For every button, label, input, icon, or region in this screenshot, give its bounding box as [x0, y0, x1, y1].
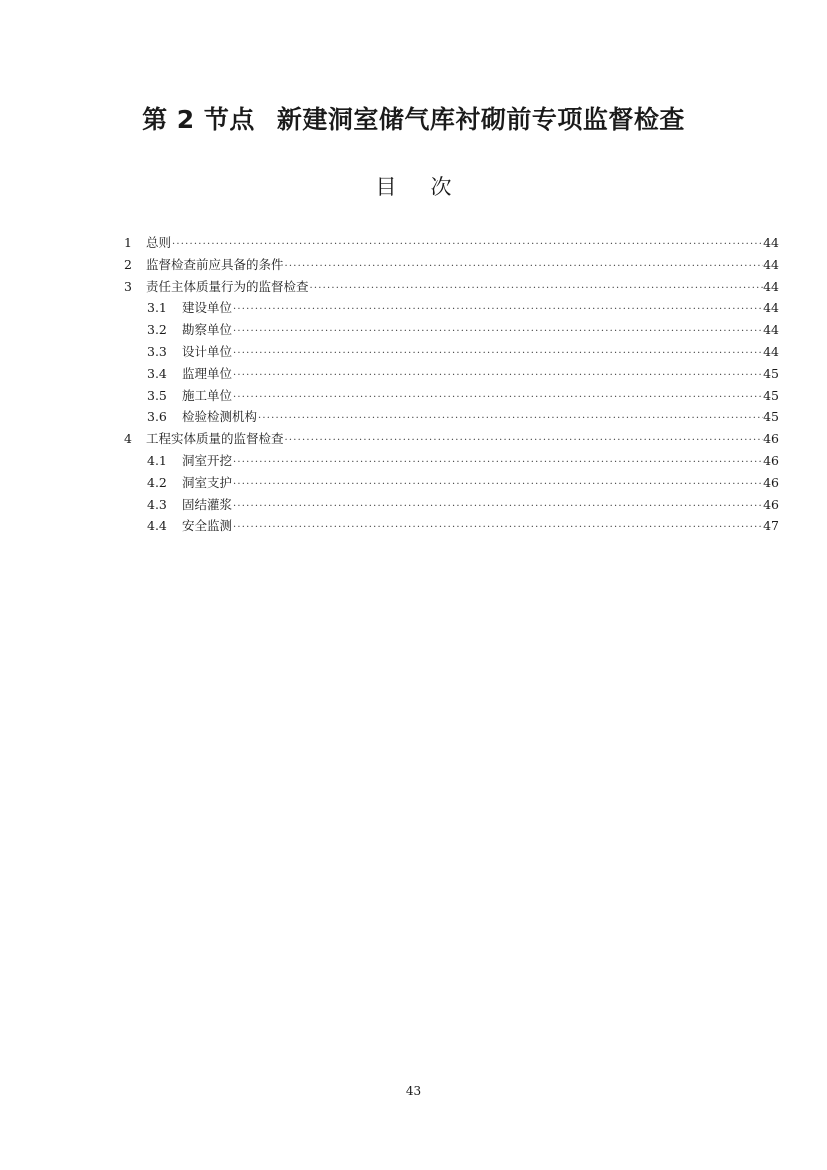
toc-entry-3-6[interactable]	[124, 406, 779, 428]
toc-entry-3-2[interactable]	[124, 319, 779, 341]
toc-entry-4-4[interactable]	[124, 515, 779, 537]
toc-entry-number: 2	[124, 256, 132, 272]
toc-dot-leader	[232, 387, 763, 409]
toc-entry-3-5[interactable]	[124, 385, 779, 407]
toc-entry-number: 3.6	[147, 409, 167, 425]
toc-entry-number: 4	[124, 431, 132, 447]
toc-entry-4-3[interactable]	[124, 494, 779, 516]
toc-entry-page: 44	[763, 278, 779, 294]
title-main: 新建洞室储气库衬砌前专项监督检查	[276, 105, 685, 134]
toc-entry-label: 勘察单位	[182, 322, 233, 338]
toc-dot-leader	[232, 343, 763, 365]
page-number: 43	[405, 1084, 422, 1098]
toc-entry-number: 3.3	[147, 343, 167, 359]
toc-dot-leader	[232, 496, 763, 518]
title-prefix: 第 2 节点	[142, 105, 255, 134]
toc-entry-number: 1	[124, 235, 132, 250]
toc-entry-3[interactable]	[124, 276, 779, 298]
toc-entry-page: 46	[763, 496, 779, 512]
page-title	[0, 102, 827, 138]
toc-entry-number: 3.5	[147, 387, 167, 403]
toc-entry-number: 3.2	[147, 322, 167, 338]
toc-dot-leader	[232, 452, 763, 474]
toc-entry-label: 总则	[146, 235, 172, 250]
toc-entry-page: 44	[763, 322, 779, 338]
toc-entry-label: 设计单位	[182, 343, 233, 359]
toc-entry-page: 46	[763, 474, 779, 490]
toc-entry-page: 44	[763, 343, 779, 359]
toc-dot-leader	[232, 474, 763, 496]
toc-heading: 目次	[375, 175, 486, 199]
toc-entry-label: 施工单位	[182, 387, 233, 403]
table-of-contents	[124, 232, 779, 537]
toc-entry-number: 3.4	[147, 365, 167, 381]
toc-entry-4[interactable]	[124, 428, 779, 450]
toc-entry-4-2[interactable]	[124, 472, 779, 494]
toc-entry-4-1[interactable]	[124, 450, 779, 472]
toc-entry-page: 46	[763, 431, 779, 447]
toc-entry-3-1[interactable]	[124, 297, 779, 319]
toc-entry-label: 责任主体质量行为的监督检查	[146, 278, 309, 294]
toc-entry-page: 46	[763, 452, 779, 468]
toc-entry-number: 4.2	[147, 474, 167, 490]
toc-dot-leader	[171, 234, 763, 256]
toc-entry-page: 45	[763, 409, 779, 425]
toc-entry-page: 44	[763, 256, 779, 272]
toc-dot-leader	[232, 321, 763, 343]
toc-entry-label: 固结灌浆	[182, 496, 233, 512]
toc-dot-leader	[232, 365, 763, 387]
toc-dot-leader	[284, 256, 763, 278]
toc-entry-number: 4.3	[147, 496, 167, 512]
toc-entry-label: 安全监测	[182, 518, 233, 534]
toc-entry-2[interactable]	[124, 254, 779, 276]
toc-entry-number: 4.4	[147, 518, 167, 534]
toc-entry-label: 监理单位	[182, 365, 233, 381]
toc-entry-page: 45	[763, 387, 779, 403]
toc-entry-1[interactable]	[124, 232, 779, 254]
toc-entry-number: 3.1	[147, 300, 167, 316]
toc-entry-label: 洞室支护	[182, 474, 233, 490]
toc-dot-leader	[232, 299, 763, 321]
toc-entry-label: 工程实体质量的监督检查	[146, 431, 284, 447]
toc-entry-page: 44	[763, 300, 779, 316]
toc-dot-leader	[257, 408, 763, 430]
toc-dot-leader	[232, 517, 763, 539]
toc-entry-label: 监督检查前应具备的条件	[146, 256, 284, 272]
toc-entry-number: 4.1	[147, 452, 167, 468]
toc-entry-label: 建设单位	[182, 300, 233, 316]
toc-entry-number: 3	[124, 278, 132, 294]
toc-dot-leader	[309, 278, 763, 300]
toc-entry-3-3[interactable]	[124, 341, 779, 363]
toc-entry-label: 检验检测机构	[182, 409, 258, 425]
toc-entry-label: 洞室开挖	[182, 452, 233, 468]
toc-entry-page: 47	[763, 518, 779, 534]
toc-entry-page: 44	[763, 235, 779, 250]
toc-entry-3-4[interactable]	[124, 363, 779, 385]
toc-entry-page: 45	[763, 365, 779, 381]
toc-dot-leader	[284, 430, 763, 452]
